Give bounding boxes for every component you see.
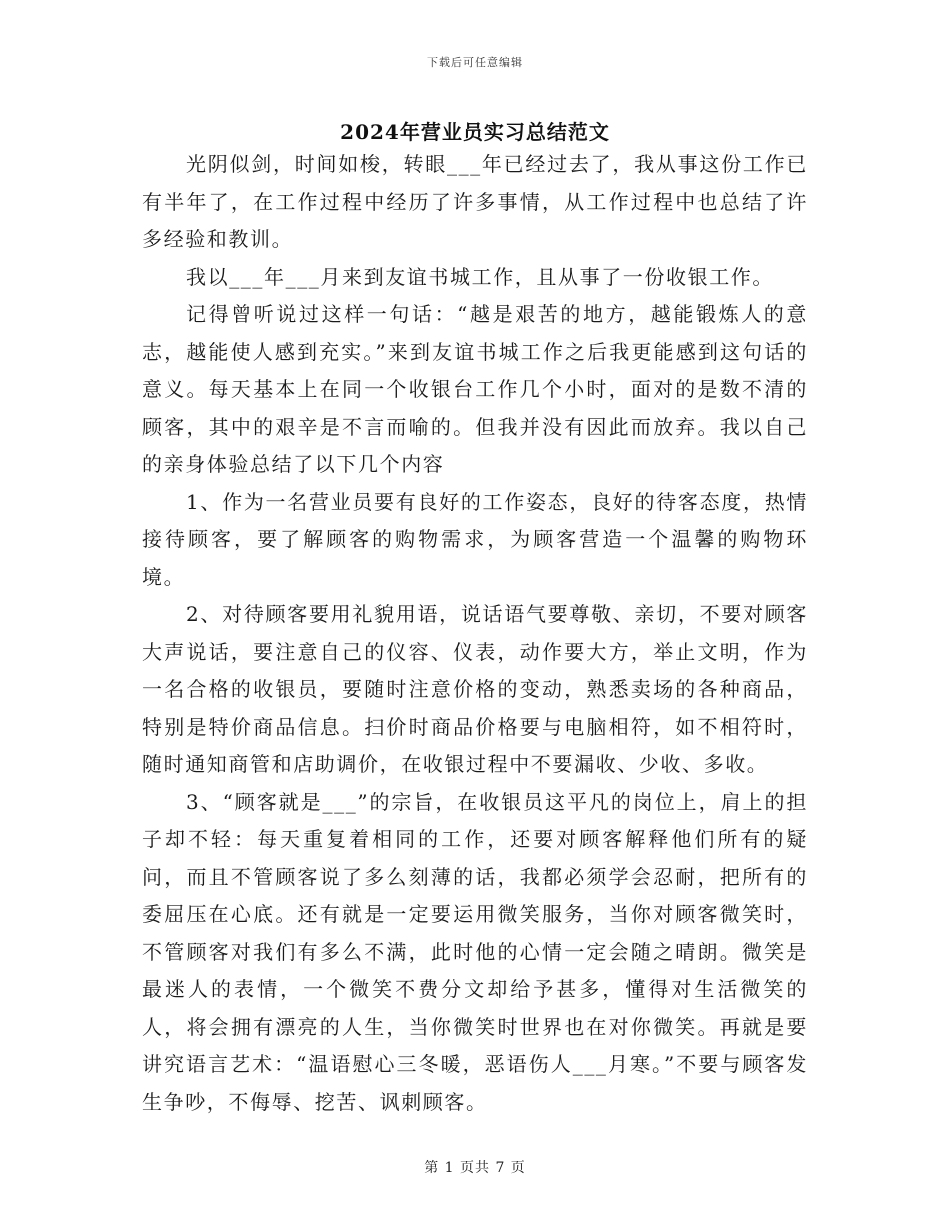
page-number: 第 1 页共 7 页 bbox=[424, 1160, 526, 1176]
paragraph-point-2: 2、对待顾客要用礼貌用语，说话语气要尊敬、亲切，不要对顾客大声说话，要注意自己的仪容、仪表，动作要大方，举止文明，作为一名合格的收银员，要随时注意价格的变动，熟悉卖场的各种商品，特别是特价商品信息。扫价时商品价格要与电脑相符，如不相符时，随时通知商管和店助调价，在收银过程中不要漏收、少收、多收。 bbox=[142, 602, 808, 776]
paragraph-point-3: 3、“顾客就是___”的宗旨，在收银员这平凡的岗位上，肩上的担子却不轻：每天重复着相同的工作，还要对顾客解释他们所有的疑问，而且不管顾客说了多么刻薄的话，我都必须学会忍耐，把所有的委屈压在心底。还有就是一定要运用微笑服务，当你对顾客微笑时，不管顾客对我们有多么不满，此时他的心情一定会随之晴朗。微笑是最迷人的表情，一个微笑不费分文却给予甚多，懂得对生活微笑的人，将会拥有漂亮的人生，当你微笑时世界也在对你微笑。再就是要讲究语言艺术：“温语慰心三冬暖，恶语伤人___月寒。”不要与顾客发生争吵，不侮辱、挖苦、讽刺顾客。 bbox=[142, 789, 808, 1114]
paragraph-experience: 记得曾听说过这样一句话：“越是艰苦的地方，越能锻炼人的意志，越能使人感到充实。”来到友谊书城工作之后我更能感到这句话的意义。每天基本上在同一个收银台工作几个小时，面对的是数不清的顾客，其中的艰辛是不言而喻的。但我并没有因此而放弃。我以自己的亲身体验总结了以下几个内容 bbox=[142, 302, 808, 476]
paragraph-start-date: 我以___年___月来到友谊书城工作，且从事了一份收银工作。 bbox=[186, 264, 774, 289]
document-title: 2024年营业员实习总结范文 bbox=[340, 120, 610, 144]
paragraph-point-1: 1、作为一名营业员要有良好的工作姿态，良好的待客态度，热情接待顾客，要了解顾客的购物需求，为顾客营造一个温馨的购物环境。 bbox=[142, 489, 808, 589]
document-body bbox=[142, 146, 808, 1121]
paragraph-intro: 光阴似剑，时间如梭，转眼___年已经过去了，我从事这份工作已有半年了，在工作过程中经历了许多事情，从工作过程中也总结了许多经验和教训。 bbox=[142, 152, 808, 251]
page-header-note: 下载后可任意编辑 bbox=[427, 56, 523, 69]
